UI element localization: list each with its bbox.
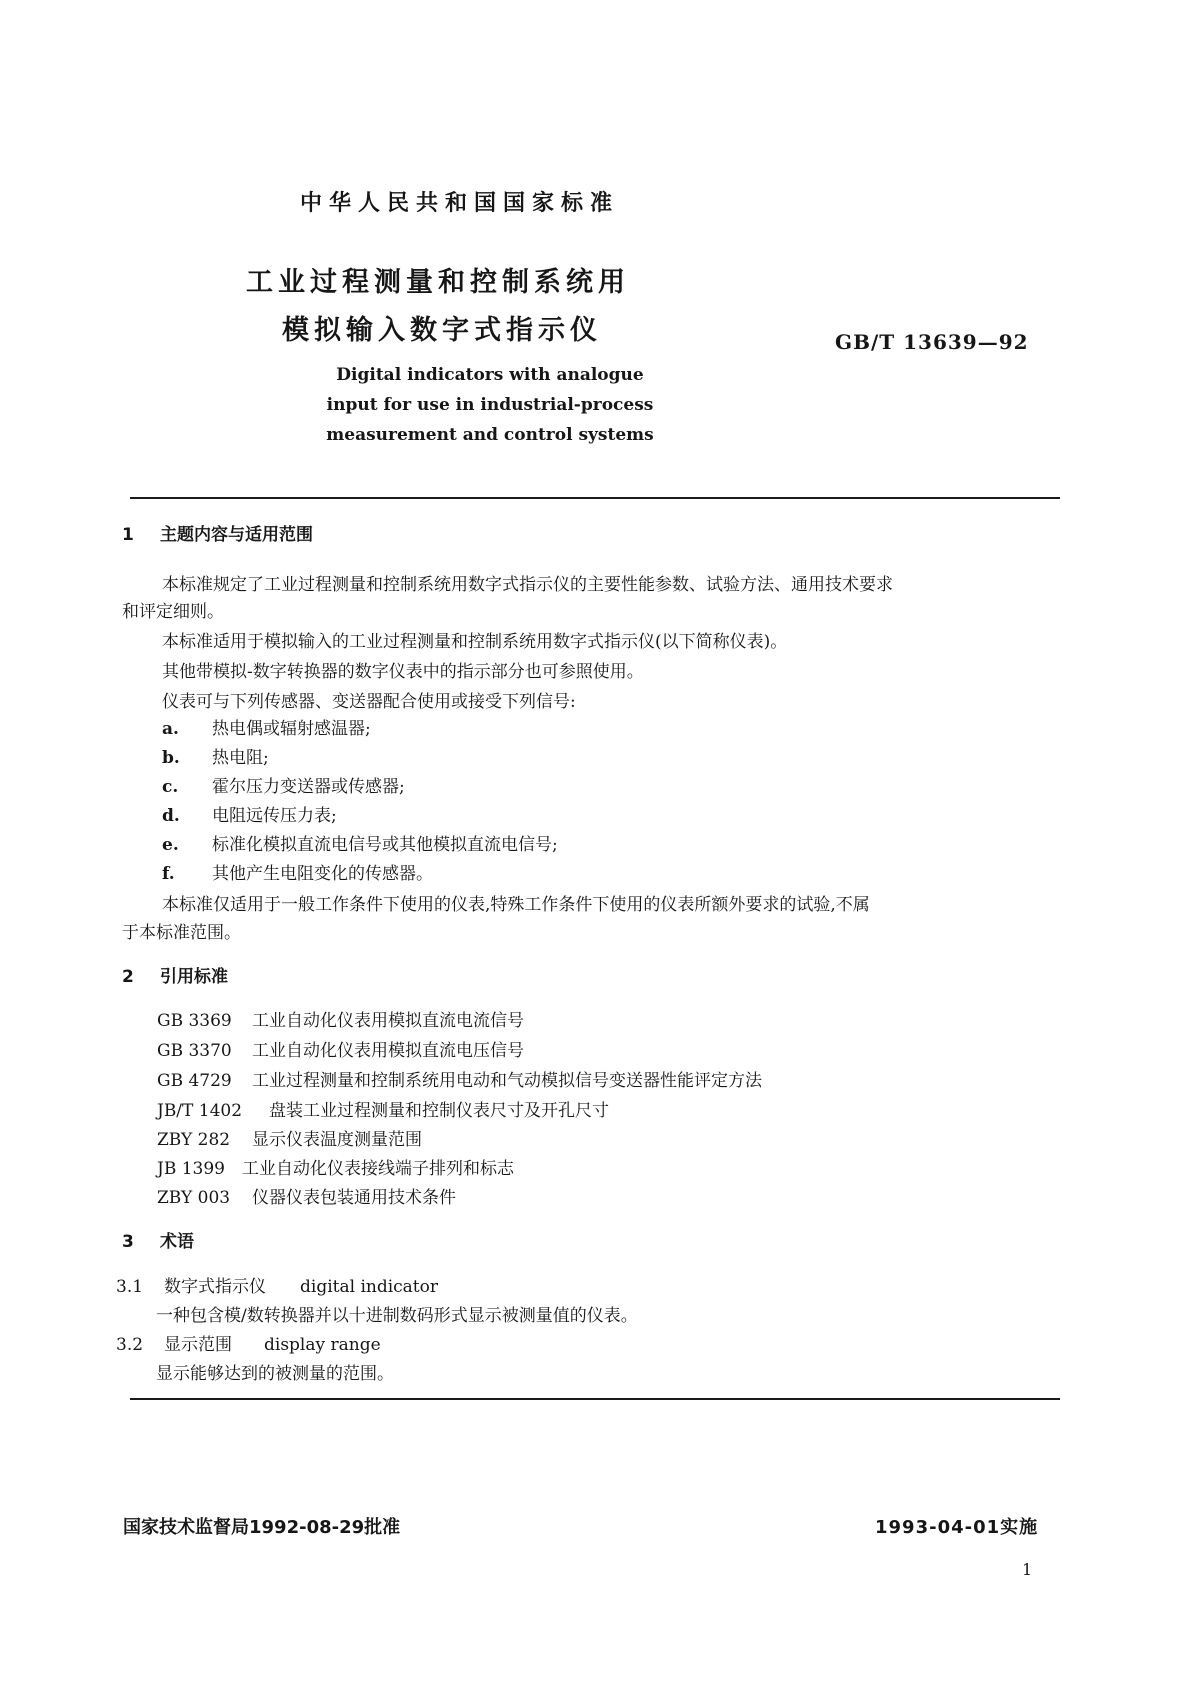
list-label: d. bbox=[162, 806, 180, 826]
standard-code: GB/T 13639—92 bbox=[835, 330, 1029, 354]
national-standard-label: 中华人民共和国国家标准 bbox=[300, 191, 620, 216]
list-item bbox=[162, 772, 405, 797]
section-2-heading bbox=[122, 962, 228, 987]
term-number: 3.2 bbox=[116, 1335, 144, 1355]
english-title-line-3: measurement and control systems bbox=[326, 425, 654, 445]
reference-item bbox=[157, 1006, 524, 1031]
paragraph: 仪表可与下列传感器、变送器配合使用或接受下列信号: bbox=[162, 692, 576, 712]
paragraph: 其他带模拟-数字转换器的数字仪表中的指示部分也可参照使用。 bbox=[162, 662, 644, 682]
reference-item bbox=[157, 1154, 514, 1179]
list-text: 其他产生电阻变化的传感器。 bbox=[212, 864, 433, 884]
section-title: 术语 bbox=[160, 1232, 194, 1252]
term-name: 显示范围 bbox=[164, 1335, 232, 1355]
reference-title: 工业自动化仪表接线端子排列和标志 bbox=[242, 1159, 514, 1179]
list-item bbox=[162, 801, 337, 826]
reference-item bbox=[157, 1066, 762, 1091]
list-label: c. bbox=[162, 777, 179, 797]
list-text: 标准化模拟直流电信号或其他模拟直流电信号; bbox=[212, 835, 558, 855]
list-item bbox=[162, 830, 558, 855]
reference-code: GB 4729 bbox=[157, 1071, 232, 1091]
section-title: 引用标准 bbox=[160, 967, 228, 987]
section-number: 3 bbox=[122, 1232, 134, 1252]
paragraph: 和评定细则。 bbox=[122, 602, 224, 622]
paragraph: 本标准规定了工业过程测量和控制系统用数字式指示仪的主要性能参数、试验方法、通用技术要求 bbox=[162, 575, 893, 595]
section-1-heading bbox=[122, 520, 313, 545]
header-divider bbox=[130, 497, 1060, 499]
list-text: 热电偶或辐射感温器; bbox=[212, 719, 371, 739]
list-item bbox=[162, 743, 269, 768]
reference-item bbox=[157, 1125, 422, 1150]
reference-title: 工业过程测量和控制系统用电动和气动模拟信号变送器性能评定方法 bbox=[252, 1071, 762, 1091]
term-item bbox=[116, 1330, 381, 1355]
term-item bbox=[116, 1272, 438, 1297]
title-line-1: 工业过程测量和控制系统用 bbox=[246, 267, 630, 298]
section-title: 主题内容与适用范围 bbox=[160, 525, 313, 545]
term-number: 3.1 bbox=[116, 1277, 144, 1297]
term-english: digital indicator bbox=[300, 1277, 439, 1297]
paragraph: 本标准适用于模拟输入的工业过程测量和控制系统用数字式指示仪(以下简称仪表)。 bbox=[162, 632, 788, 652]
term-definition: 一种包含模/数转换器并以十进制数码形式显示被测量值的仪表。 bbox=[156, 1306, 638, 1326]
reference-code: GB 3370 bbox=[157, 1041, 232, 1061]
list-label: b. bbox=[162, 748, 180, 768]
list-label: a. bbox=[162, 719, 179, 739]
section-3-heading bbox=[122, 1227, 194, 1252]
list-text: 电阻远传压力表; bbox=[212, 806, 337, 826]
reference-code: ZBY 003 bbox=[157, 1188, 231, 1208]
english-title-line-2: input for use in industrial-process bbox=[326, 395, 654, 415]
paragraph: 于本标准范围。 bbox=[122, 923, 241, 943]
list-label: e. bbox=[162, 835, 179, 855]
section-number: 1 bbox=[122, 525, 134, 545]
term-english: display range bbox=[264, 1335, 381, 1355]
reference-title: 工业自动化仪表用模拟直流电压信号 bbox=[252, 1041, 524, 1061]
footer-divider bbox=[130, 1398, 1060, 1400]
reference-item bbox=[157, 1183, 456, 1208]
list-item bbox=[162, 714, 371, 739]
page-number: 1 bbox=[1022, 1560, 1033, 1579]
approval-date: 国家技术监督局1992-08-29批准 bbox=[123, 1517, 401, 1538]
reference-code: JB/T 1402 bbox=[157, 1101, 243, 1121]
reference-item bbox=[157, 1036, 524, 1061]
section-number: 2 bbox=[122, 967, 134, 987]
reference-title: 盘装工业过程测量和控制仪表尺寸及开孔尺寸 bbox=[269, 1101, 609, 1121]
reference-code: JB 1399 bbox=[157, 1159, 225, 1179]
title-line-2: 模拟输入数字式指示仪 bbox=[282, 315, 602, 346]
paragraph: 本标准仅适用于一般工作条件下使用的仪表,特殊工作条件下使用的仪表所额外要求的试验,不属 bbox=[162, 895, 870, 915]
implementation-date: 1993-04-01实施 bbox=[875, 1517, 1039, 1538]
list-text: 热电阻; bbox=[212, 748, 269, 768]
reference-title: 仪器仪表包装通用技术条件 bbox=[252, 1188, 456, 1208]
list-label: f. bbox=[162, 864, 175, 884]
reference-code: GB 3369 bbox=[157, 1011, 232, 1031]
reference-title: 工业自动化仪表用模拟直流电流信号 bbox=[252, 1011, 524, 1031]
term-definition: 显示能够达到的被测量的范围。 bbox=[156, 1364, 394, 1384]
list-item bbox=[162, 859, 433, 884]
term-name: 数字式指示仪 bbox=[164, 1277, 266, 1297]
list-text: 霍尔压力变送器或传感器; bbox=[212, 777, 405, 797]
reference-item bbox=[157, 1096, 609, 1121]
english-title-line-1: Digital indicators with analogue bbox=[336, 365, 644, 385]
reference-title: 显示仪表温度测量范围 bbox=[252, 1130, 422, 1150]
reference-code: ZBY 282 bbox=[157, 1130, 231, 1150]
